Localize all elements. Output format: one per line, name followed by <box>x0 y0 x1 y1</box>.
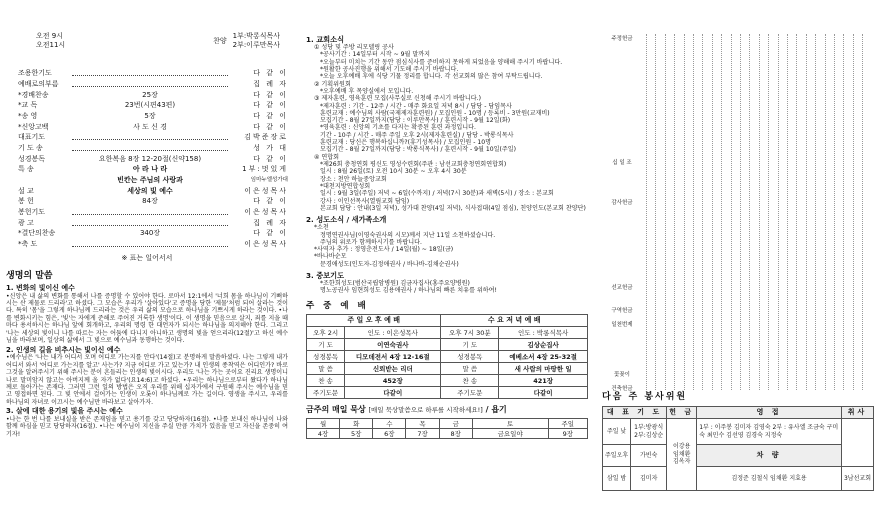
duty-cell: 이연숙권사 <box>345 339 441 351</box>
sunday-afternoon-header: 주 일 오 후 예 배 <box>307 315 441 327</box>
duty-cell: 452장 <box>345 375 441 387</box>
duty-cell: 기 도 <box>441 339 499 351</box>
wednesday-evening-header: 수 요 저 녁 예 배 <box>441 315 588 327</box>
order-item: 특 송 <box>18 165 34 174</box>
meditation-book: 욥기 <box>491 405 507 415</box>
order-leader: 다 같 이 <box>253 197 288 206</box>
duty-cell: 다같이 <box>499 387 588 399</box>
duty-row <box>307 339 588 351</box>
meditation-day: 화 <box>340 419 373 429</box>
order-leader: 이은성목사 <box>244 208 288 217</box>
announcements-column <box>300 0 596 523</box>
weekly-worship-table <box>306 314 588 399</box>
order-row <box>6 79 288 90</box>
order-leader: 이은성목사 <box>244 240 288 249</box>
offering-labels <box>602 30 642 390</box>
order-leader: 1부:멋있게 <box>242 165 288 174</box>
worship-order-list <box>6 68 288 250</box>
announcement-line: *공사기간 : 14일부터 시작 ~ 9월 말까지 <box>320 51 430 59</box>
announcement-line: *조한희성도(범산국립암병원) 김금자집사(홍주요양병원) <box>320 280 470 288</box>
order-leader: 김박준장로 <box>244 133 288 142</box>
service-time-1: 오전 9시 <box>36 32 63 40</box>
offering-label: 선교헌금 <box>611 285 633 291</box>
meditation-title: 금주의 매일 묵상 [매일 묵상말씀으로 하루를 시작하세요!] / 욥기 <box>306 405 507 415</box>
committee-table <box>602 406 874 491</box>
offering-name-column <box>665 34 666 390</box>
offering-name-column <box>721 34 722 390</box>
meditation-table <box>306 418 588 439</box>
announcement-line: 모집기간 - 8월 27일까지(담당 : 이루만목사) / 훈련시작 - 9월 12일(화) <box>320 117 511 125</box>
order-content: 빈칸는 주님의 사랑과 <box>117 176 183 185</box>
duty-cell: 신뢰받는 리더 <box>345 363 441 375</box>
order-content: 5장 <box>144 111 156 120</box>
announcement-line: *사역자 추가 : 정영춘전도사 / 14일(월) ~ 18일(금) <box>314 246 454 254</box>
offering-name-column <box>749 34 750 390</box>
offering-name-lines <box>642 30 874 390</box>
order-item: *경배찬송 <box>18 90 49 99</box>
meditation-day: 금 <box>439 419 472 429</box>
sermon-title: 생명의 말씀 <box>6 270 53 281</box>
offering-name-column <box>806 34 807 390</box>
duty-cell: 인도 : 박롱식목사 <box>499 327 588 339</box>
offering-name-column <box>778 34 779 390</box>
committee-welcome: 1부 : 이주봉 김미자 김영숙 2부 : 유사엘 조금숙 구미숙 최민수 김선영 김경숙 지정숙 <box>697 419 842 445</box>
sermon-point-heading: 3. 살에 대한 용기의 빛을 주시는 예수 <box>6 407 123 416</box>
offering-list <box>602 30 874 390</box>
announcement-line: *제26회 충청연회 평신도 영성수련회(주관 : 남선교회충청연회연합회) <box>320 161 507 168</box>
order-leader-dots <box>72 71 228 76</box>
offering-name-column <box>693 34 694 390</box>
announcement-line: 훈련교재 : 당신은 행복하십니까?(휴기성목사) / 모집인원 - 10명 <box>320 139 491 147</box>
order-item: *신앙고백 <box>18 122 49 131</box>
committee-prayer: 1부:방광식 2부:김상순 <box>631 419 667 445</box>
committee-row-label: 주일 낮 <box>603 419 631 445</box>
order-leader-dots <box>72 210 228 215</box>
offering-name-column <box>796 34 797 390</box>
meditation-day: 토 <box>472 419 548 429</box>
announcement-line: 강사 : 이인선목사(열림교회 담임) <box>320 197 410 205</box>
order-item: *축 도 <box>18 240 38 249</box>
offering-name-column <box>853 34 854 390</box>
order-row <box>6 143 288 154</box>
announcement-line: *원활한 공사진행을 위해서 기도해 주시기 바랍니다. <box>320 65 459 73</box>
order-item: 성경봉독 <box>18 154 46 163</box>
worship-order-column <box>0 0 300 523</box>
committee-header-welcome: 영 접 <box>697 407 842 419</box>
announcement-line: ④ 연합회 <box>314 153 340 161</box>
sermon-points <box>6 284 288 438</box>
sermon-point-heading: 2. 인생의 길을 비추시는 빛이신 예수 <box>6 345 121 354</box>
order-leader: 다 같 이 <box>253 69 288 78</box>
order-leader-dots <box>72 135 228 140</box>
order-leader: 다 같 이 <box>253 101 288 110</box>
order-content: 세상의 빛 예수 <box>127 186 173 195</box>
order-content: 아 라 나 라 <box>132 165 168 174</box>
choir-1: 1부:박롱식목사 <box>232 32 280 40</box>
order-content: 23번(시편43편) <box>124 101 176 110</box>
duty-row <box>307 375 588 387</box>
announcement-line: *오늘 오후예배 후에 식당 기물 정리를 합니다. 각 선교회의 많은 참여 부탁드립니다. <box>320 73 543 81</box>
offering-name-column <box>815 34 816 390</box>
order-leader: 이은성목사 <box>244 186 288 195</box>
offering-label: 감사헌금 <box>611 200 633 206</box>
announcement-line: 일시 : 8월 26일(토) 오전 10시 30분 ~ 오후 4시 30분 <box>320 168 467 176</box>
order-row <box>6 132 288 143</box>
order-row <box>6 122 288 133</box>
announcement-heading: 2. 성도소식 / 새가족소개 <box>306 215 387 225</box>
sermon-section <box>6 271 288 439</box>
offering-name-column <box>674 34 675 390</box>
order-content: 요한복음 8장 12-20절(신약158) <box>98 154 202 163</box>
meditation-day: 목 <box>406 419 439 429</box>
order-leader: 임마누엘성가대 <box>250 176 288 183</box>
duty-cell: 기 도 <box>307 339 345 351</box>
order-row <box>6 100 288 111</box>
committee-title: 다음 주 봉사위원 <box>602 392 688 402</box>
order-row <box>6 207 288 218</box>
order-item: 조용한기도 <box>18 69 52 78</box>
announcement-heading: 3. 중보기도 <box>306 271 345 281</box>
offering-name-column <box>702 34 703 390</box>
order-row <box>6 154 288 165</box>
announcement-line: 명노공권사 임현희성도 김용애권사 / 하나님의 빠른 치유를 위하여! <box>320 287 497 295</box>
offering-label: 십 일 조 <box>612 160 632 166</box>
order-item: 대표기도 <box>18 133 46 142</box>
order-row <box>6 164 288 175</box>
announcement-line: *바나바순모 <box>314 253 347 261</box>
announcement-line: ③ 제자훈련, 영육훈련 모집(사무실로 신청해 주시기 바랍니다.) <box>314 95 481 103</box>
offering-label: 일천번제 <box>611 322 633 328</box>
committee-row-label: 주일오후 <box>603 445 631 467</box>
offering-name-column <box>712 34 713 390</box>
order-item: *결단의찬송 <box>18 229 56 238</box>
duty-cell: 성경봉독 <box>441 351 499 363</box>
offering-label: 구역헌금 <box>611 308 633 314</box>
choir-label: 찬양 <box>213 36 227 45</box>
offering-name-column <box>862 34 863 390</box>
duty-cell: 디모데전서 4장 12-16절 <box>345 351 441 363</box>
offering-label: 꽃꽂이 <box>614 372 630 378</box>
order-item: 설 교 <box>18 186 34 195</box>
service-times <box>36 32 65 50</box>
announcement-line: 본교회 담당 : 안내(3일 저녁), 성가대 찬양(4일 저녁), 식사접대(4일 점심), 친양인도(본교회 찬양단) <box>320 204 586 212</box>
sermon-point-heading: 1. 변화의 빛이신 예수 <box>6 283 75 292</box>
committee-row-label: 삼일 밤 <box>603 467 631 491</box>
offering-name-column <box>684 34 685 390</box>
committee-header-cooking: 취사 <box>841 407 873 419</box>
committee-prayer: 김미자 <box>631 467 667 491</box>
duty-cell: 새 사람의 마땅한 일 <box>499 363 588 375</box>
order-content: 사 도 신 경 <box>133 122 167 131</box>
order-leader: 다 같 이 <box>253 122 288 131</box>
order-leader: 다 같 이 <box>253 154 288 163</box>
order-item: *송 영 <box>18 111 38 120</box>
announcement-line: 훈련교재 : 예수님의 사람(국제제자훈련원) / 모집인원 - 10명 / 등록비 - 3만원(교재비) <box>320 109 550 117</box>
duty-row <box>307 351 588 363</box>
order-item: 기 도 송 <box>18 143 43 152</box>
order-leader-dots <box>72 221 228 226</box>
order-row <box>6 90 288 101</box>
sermon-point-body: •예수님은 '나는 내가 어디서 오며 어디로 가는지를 안다'(14절)고 분명하게 말씀하셨다. 나는 그렇게 내가 어디서 와서 '어디로 가는지를 알고' 사는가? 지금 어디로 가고 있는가? 내 인생의 종착역은 어디인가? 바로 그것을 알려주시기 위해 주시는 분이 흔들리는 인생의 빛이시다. 우리도 '나는 가는 곳이요 진리요 생명이니 나로 말미암지 않고는 아버지께 올 자가 없다'(요14:6)고 하셨다. •우리는 하나님으로부터 왔다가 하나님께로 돌아가는 존재다. 그러면 그런 일의 방법은 오직 우리를 위해 십자가에서 구원해 주시는 예수님을 믿고 영접하면 된다. 그 빛 안에서 걸어가는 인생이 오롯이 하나님께로 가는 길이다. 영생을 주시고, 우리를 하나님의 자녀로 이끄시는 예수님만 바라보고 살아가자. <box>6 354 288 406</box>
committee-cooking <box>841 419 873 467</box>
duty-row <box>307 327 588 339</box>
meditation-subtitle: [매일 묵상말씀으로 하루를 시작하세요!] <box>368 406 483 415</box>
duty-cell: 말 씀 <box>307 363 345 375</box>
duty-cell: 찬 송 <box>441 375 499 387</box>
offering-column <box>596 0 880 523</box>
announcement-line: 모집기간 - 8월 27일까지(담당 : 박롱식목사) / 훈련시작 - 9월 10일(주일) <box>320 146 517 154</box>
duty-cell: 예베소서 4장 25-32절 <box>499 351 588 363</box>
announcement-line: 정명연권사님(이영숙권사의 시모)께서 지난 11일 소천하셨습니다. <box>320 231 496 239</box>
choir-2: 2부:이루만목사 <box>232 41 280 50</box>
offering-name-column <box>825 34 826 390</box>
announcement-line: *영육훈련 : 신앙의 기초를 다지는 확증된 훈련 과정입니다. <box>320 124 476 132</box>
committee-offering: 이강용 임채환 김옥자 <box>667 419 697 491</box>
meditation-day: 수 <box>373 419 406 429</box>
order-leader-dots <box>72 82 228 87</box>
offering-name-column <box>740 34 741 390</box>
order-item: 봉 헌 <box>18 197 34 206</box>
committee-header-offering: 헌 금 <box>667 407 697 419</box>
offering-label: 건축헌금 <box>611 386 633 392</box>
offering-name-column <box>655 34 656 390</box>
duty-row <box>307 363 588 375</box>
meditation-day: 월 <box>307 419 340 429</box>
order-leader: 집 례 자 <box>253 218 288 227</box>
announcement-line: 주님의 위로가 함께하시기를 바랍니다. <box>320 238 422 246</box>
announcement-line: ① 성당 및 주방 리모델링 공사 <box>314 44 394 51</box>
committee-prayer: 가빈숙 <box>631 445 667 467</box>
committee-car: 김정준 김철식 임채환 지효용 <box>697 467 842 491</box>
meditation-heading: 금주의 매일 묵상 <box>306 405 366 415</box>
order-leader: 성 가 대 <box>253 143 288 152</box>
order-row <box>6 218 288 229</box>
offering-name-column <box>646 34 647 390</box>
sermon-point-body: •신앙은 내 삶의 변화를 통해서 나를 증명할 수 있어야 한다. 로마서 12:1에서 '너희 몸을 하나님이 기뻐하시는 산 제물로 드리라'고 하셨다. 그 모습은 우리가 '살아있다'고 증명을 당한 '제물'처럼 되어 살라는 것이다. 특히 '몸'을 그렇게 하나님께 드리라는 것은 우리 삶의 모습으로 하나님을 기쁘시게 하라는 것이다. •나를 변화시키는 힘은, '빛'는 자에게 준해로 주어진 거룩한 생명'이다. 이 생명을 믿음으로 살지, 죄를 지을 때마다 용서하시는 하나님 앞에 회개하고, 우리의 명령 한 대언자가 되시는 하나님을 의지해야 한다. 그리고 '나는 세상의 빛이니 나를 따르는 자는 어둠에 다니지 아니하고 생명의 빛을 얻으리라(12절)'고 하신 예수님을 바라보며, 일상의 삶에서 그 빛으로 예수님과 동행하는 것이다. <box>6 292 288 345</box>
offering-name-column <box>731 34 732 390</box>
meditation-day: 주일 <box>548 419 587 429</box>
duty-cell: 주기도문 <box>441 387 499 399</box>
order-content: 340장 <box>139 229 161 238</box>
offering-name-column <box>843 34 844 390</box>
order-row <box>6 186 288 197</box>
order-row <box>6 229 288 240</box>
service-header <box>6 32 288 50</box>
order-content: 84장 <box>142 197 158 206</box>
duty-cell: 말 씀 <box>441 363 499 375</box>
offering-label: 주정헌금 <box>611 36 633 42</box>
announcement-line: *소천 <box>314 224 329 232</box>
order-row <box>6 68 288 79</box>
meditation-chapter: 9장 <box>548 429 587 439</box>
order-leader-dots <box>72 242 228 247</box>
order-content: 25장 <box>142 90 158 99</box>
duty-cell: 주기도문 <box>307 387 345 399</box>
order-leader: 집 례 자 <box>253 79 288 88</box>
committee-beautify: 3남선교회 <box>841 467 873 491</box>
standing-note: ※ 표는 일어서서 <box>121 253 173 262</box>
meditation-chapter: 8장 <box>439 429 472 439</box>
announcement-heading: 1. 교회소식 <box>306 35 345 44</box>
duty-cell: 다같이 <box>345 387 441 399</box>
announcement-line: 기간 - 10주 / 시간 - 매주 주일 오후 2시(제자훈련실) / 담당 - 박롱식목사 <box>320 131 514 139</box>
announcement-line: 일시 : 9월 3일(주일) 저녁 ~ 6일(수까지) / 저녁(7시 30분)과 새벽(5시) / 장소 : 본교회 <box>320 190 554 198</box>
duty-cell: 421장 <box>499 375 588 387</box>
order-row <box>6 111 288 122</box>
order-row <box>6 239 288 250</box>
duty-cell: 찬 송 <box>307 375 345 387</box>
duty-cell: 오후 2시 <box>307 327 345 339</box>
order-item: 광 고 <box>18 218 34 227</box>
committee-header-prayer: 대 표 기 도 <box>603 407 667 419</box>
announcement-line: 문경애성도(인도자-김정애권사 / 바나바-김채순권사) <box>320 260 459 268</box>
offering-name-column <box>787 34 788 390</box>
meditation-chapter: 7장 <box>406 429 439 439</box>
offering-name-column <box>768 34 769 390</box>
duty-cell: 김상순집사 <box>499 339 588 351</box>
order-row <box>6 196 288 207</box>
meditation-chapter: 금요일야 <box>472 429 548 439</box>
duty-cell: 인도 : 이은성목사 <box>345 327 441 339</box>
sermon-point-body: •나는 한 번 나를 보내실을 받은 존재임을 믿고 용기를 갖고 당당하자(16절). •나를 보내신 하나님이 나와 함께 하심을 믿고 당당하자(16절). •나는 예수님이 지신을 주실 만큼 가치가 있음을 믿고 자신을 존중히 여기자! <box>6 416 288 438</box>
order-item: 예배로의부름 <box>18 79 59 88</box>
meditation-chapter: 4장 <box>307 429 340 439</box>
order-leader-dots <box>72 146 228 151</box>
order-item: *교 독 <box>18 101 38 110</box>
meditation-chapter: 6장 <box>373 429 406 439</box>
duty-cell: 오후 7시 30분 <box>441 327 499 339</box>
announcement-line: *오후예배 후 목양실에서 모입니다. <box>320 87 414 95</box>
order-item: 봉헌기도 <box>18 208 46 217</box>
announcement-line: *제자훈련 : 기간 - 12주 / 시간 - 매주 화요일 저녁 8시 / 담당 - 담임목사 <box>320 102 512 110</box>
announcement-line: *오늘부터 미치는 기간 동안 점심식사를 준비하지 못하게 되었음을 양해해 주시기 바랍니다. <box>320 58 563 66</box>
duty-cell: 성경봉독 <box>307 351 345 363</box>
meditation-chapter: 5장 <box>340 429 373 439</box>
committee-car-header: 차 량 <box>697 445 842 467</box>
announcement-line: 장소 : 천안 하늘중앙교회 <box>320 175 387 183</box>
announcement-line: *대천지방연합성회 <box>320 182 371 190</box>
duty-row <box>307 387 588 399</box>
announcement-line: ② 기획위원회 <box>314 80 351 88</box>
offering-name-column <box>759 34 760 390</box>
announcements <box>306 35 588 295</box>
order-leader: 다 같 이 <box>253 111 288 120</box>
offering-name-column <box>834 34 835 390</box>
weekly-worship-title: 주 중 예 배 <box>306 300 369 311</box>
order-leader: 다 같 이 <box>253 90 288 99</box>
service-time-2: 오전11시 <box>36 41 66 50</box>
order-leader: 다 같 이 <box>253 229 288 238</box>
choir-info <box>213 32 288 50</box>
order-row <box>6 175 288 186</box>
